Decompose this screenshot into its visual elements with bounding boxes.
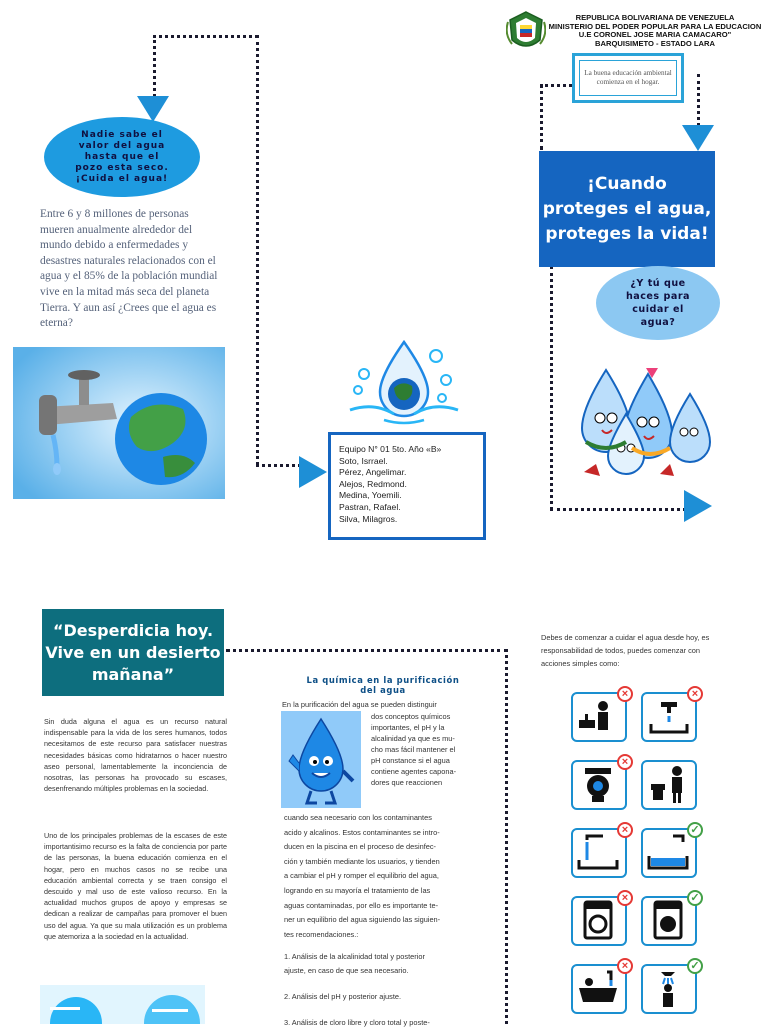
text-line: importantes, el pH y la — [371, 723, 445, 732]
text-line: cho mas fácil mantener el — [371, 745, 456, 754]
bubble-text: Nadie sabe el valor del agua hasta que el pozo esta seco. ¡Cuida el agua! — [75, 129, 169, 184]
running-tap-sink-icon — [573, 830, 624, 875]
shower-icon — [643, 966, 694, 1011]
faucet-earth-image — [13, 347, 225, 499]
bubble-question-text: ¿Y tú que haces para cuidar el agua? — [625, 278, 691, 328]
right-instructions: Debes de comenzar a cuidar el agua desde hoy, es responsabilidad de todos, puedes comenzar con acciones simples como: — [541, 633, 710, 668]
arrow-right-icon — [299, 456, 327, 488]
text-line: acido y alcalinos. Estos contaminantes se intro- — [284, 827, 440, 837]
team-line: Pérez, Angelimar. — [339, 467, 407, 478]
arrow-down-icon — [682, 125, 714, 151]
dotted-connector — [540, 84, 572, 87]
quote-box — [572, 53, 684, 103]
chemistry-wrap-text — [371, 711, 501, 788]
slogan-banner — [42, 609, 224, 696]
header-line: BARQUISIMETO - ESTADO LARA — [595, 38, 715, 48]
person-brushing-teeth-icon — [573, 694, 624, 739]
team-line: Pastran, Rafael. — [339, 501, 401, 512]
arrow-right-icon — [684, 490, 712, 522]
text-line: logrando en su mayoría el tratamiento de las — [284, 885, 431, 895]
text-line: pH constance si el agua — [371, 756, 450, 765]
school-header — [546, 14, 764, 48]
header-line: U.E CORONEL JOSE MARIA CAMACARO" — [578, 30, 732, 40]
filled-sink-icon — [643, 830, 694, 875]
prohibited-badge: × — [617, 686, 633, 702]
paragraph-2: Uno de los principales problemas de la escases de este importantisimo recurso es la falta de conciencia por parte de las personas, la buena educación comienza en el hogar, pero en muchos casos no se recibe una educación ambiental correcta y se traen consigo el descuido y mal uso de este valioso recurso. En la actualidad muchos grupos de apoyo y empresas se dedican a realizar de campañas para promover el buen uso del agua. Ya que su mala utilización es un problema que atemoriza a la sociedad en la actualidad. — [44, 831, 227, 941]
team-line: Medina, Yoemili. — [339, 490, 402, 501]
school-seal-logo — [506, 10, 546, 54]
team-line: Equipo N° 01 5to. Año «B» — [339, 444, 442, 454]
quote-text: La buena educación ambiental comienza en el hogar. — [579, 60, 677, 96]
main-banner-text: ¡Cuando proteges el agua, proteges la vida! — [542, 173, 712, 244]
prohibited-badge: × — [617, 958, 633, 974]
team-box — [328, 432, 486, 540]
text-line: contiene agentes capona- — [371, 767, 457, 776]
water-drop-mascot-icon — [281, 711, 361, 808]
dotted-connector — [540, 84, 543, 150]
campaign-image — [40, 985, 205, 1024]
sign-person-toilet — [641, 760, 697, 810]
text-line: a cambiar el pH y romper el equilibrio del agua, — [284, 871, 439, 881]
bathtub-icon — [573, 966, 624, 1011]
text-line: 1. Análisis de la alcalinidad total y posterior — [284, 952, 425, 961]
bubble-question — [596, 266, 720, 340]
text-line: alcalinidad ya que es mu- — [371, 734, 455, 743]
toilet-icon — [573, 762, 624, 807]
text-line: ción y también mediante los usuarios, y tienden — [284, 856, 440, 866]
approved-badge: ✓ — [687, 890, 703, 906]
slogan-text: “Desperdicia hoy. Vive en un desierto mañana” — [45, 620, 221, 684]
dotted-connector — [550, 508, 686, 511]
text-line: aguas contaminadas, por ello es importante te- — [284, 900, 439, 910]
paragraph-1: Sin duda alguna el agua es un recurso natural indispensable para la vida de los seres humanos, todos necesitamos de este recurso para satisfacer nuestras necesidades básicas como hidratarnos o hacer nuestro aseo personal, lamentablemente la inconciencia de nosotras, las personas ha provocado su escases, desenfrenando múltiples problemas en la sociedad. — [44, 717, 227, 794]
recommendation-3: 3. Análisis de cloro libre y cloro total y poste- — [284, 1018, 430, 1027]
approved-badge: ✓ — [687, 822, 703, 838]
dotted-connector — [153, 35, 156, 97]
dotted-connector — [256, 35, 259, 465]
water-drop-earth-icon — [344, 338, 462, 426]
dotted-connector — [226, 649, 508, 652]
chemistry-body — [284, 811, 502, 942]
text-line: cuando sea necesario con los contaminantes — [284, 813, 432, 822]
main-banner — [539, 151, 715, 267]
dotted-connector — [256, 464, 301, 467]
recommendation-2: 2. Análisis del pH y posterior ajuste. — [284, 992, 402, 1001]
washing-machine-icon — [573, 898, 624, 943]
person-at-toilet-icon — [643, 762, 694, 807]
dotted-connector — [697, 74, 700, 126]
header-line: MINISTERIO DEL PODER POPULAR PARA LA EDUCACION — [548, 21, 762, 31]
text-line: dos conceptos químicos — [371, 712, 451, 721]
intro-paragraph: Entre 6 y 8 millones de personas mueren anualmente alrededor del mundo debido a enfermedades y desastres naturales relacionados con el agua y el 85% de la población mundial vive en la mitad más seca del planeta Tierra. Y aun así ¿Crees que el agua es eterna? — [40, 208, 218, 330]
text-line: ducen en la piscina en el proceso de desinfec- — [284, 842, 437, 852]
chemistry-title-line: La química en la purificación — [306, 675, 460, 685]
prohibited-badge: × — [617, 754, 633, 770]
dotted-connector — [550, 266, 553, 510]
text-line: ajuste, en caso de que sea necesario. — [284, 966, 409, 975]
running-faucet-icon — [643, 694, 694, 739]
text-line: ner un equilibrio del agua siguiendo las siguien- — [284, 915, 441, 925]
recommendation-1 — [284, 950, 502, 978]
signs-panel — [567, 676, 707, 1024]
chemistry-title — [276, 675, 490, 695]
header-line: REPUBLICA BOLIVARIANA DE VENEZUELA — [575, 13, 735, 22]
chemistry-intro: En la purificación del agua se pueden distinguir — [282, 700, 437, 709]
washing-machine-full-icon — [643, 898, 694, 943]
prohibited-badge: × — [687, 686, 703, 702]
water-drop-characters-image — [566, 364, 728, 484]
bubble-water-value — [44, 117, 200, 197]
text-line: dores que reaccionen — [371, 778, 443, 787]
text-line: tes recomendaciones.: — [284, 929, 359, 939]
chemistry-title-line: del agua — [360, 685, 406, 695]
prohibited-badge: × — [617, 890, 633, 906]
team-line: Alejos, Redmond. — [339, 478, 407, 489]
team-line: Soto, Isrrael. — [339, 455, 388, 466]
approved-badge: ✓ — [687, 958, 703, 974]
dotted-connector — [505, 649, 508, 1024]
dotted-connector — [153, 35, 258, 38]
team-line: Silva, Milagros. — [339, 513, 398, 524]
prohibited-badge: × — [617, 822, 633, 838]
